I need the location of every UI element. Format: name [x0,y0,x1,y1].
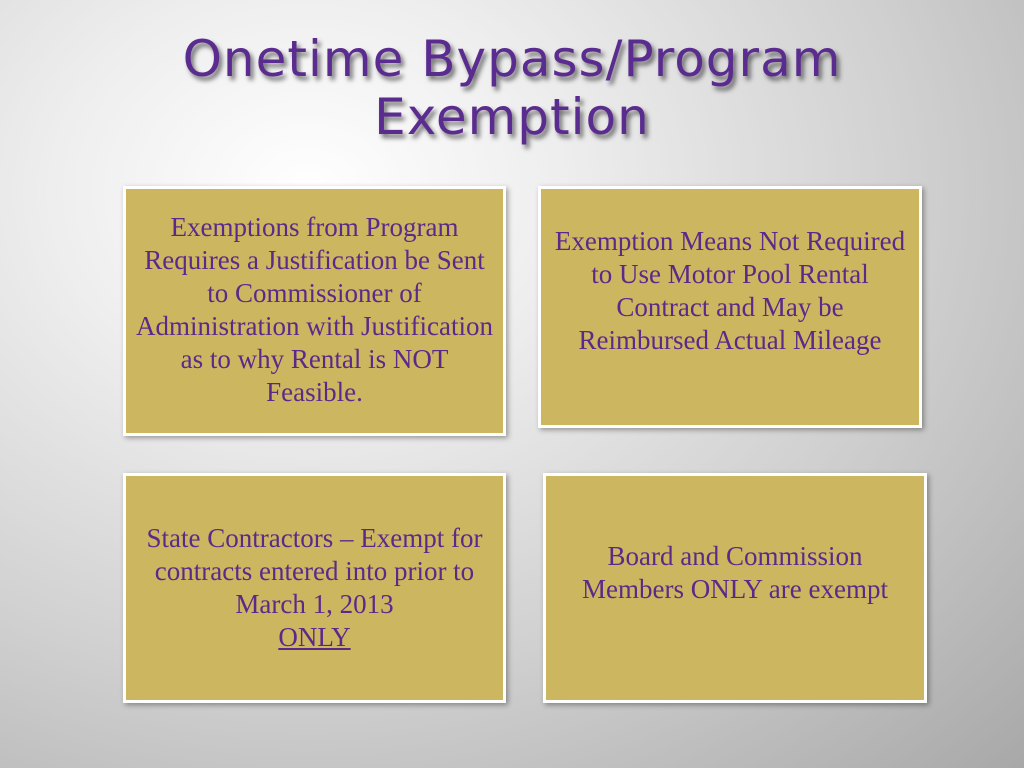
content-box-text-wrapper [136,522,493,654]
content-box-justification [123,186,506,436]
content-box-board-members [543,473,927,703]
content-box-text: Board and Commission Members ONLY are exempt [582,541,888,604]
content-box-state-contractors [123,473,506,703]
content-box-text: Exemptions from Program Requires a Justification be Sent to Commissioner of Administration with Justification as to why Rental is NOT Feasible. [136,212,493,407]
content-box-text: State Contractors – Exempt for contracts entered into prior to March 1, 2013 [146,523,483,619]
content-box-emphasis: ONLY [278,622,351,652]
content-box-text: Exemption Means Not Required to Use Motor Pool Rental Contract and May be Reimbursed Actual Mileage [554,226,906,355]
content-box-exemption-meaning [538,186,922,428]
slide-title [0,30,1024,146]
slide-title-line-1: Onetime Bypass/Program [182,30,842,88]
slide-title-line-2: Exemption [374,88,650,146]
